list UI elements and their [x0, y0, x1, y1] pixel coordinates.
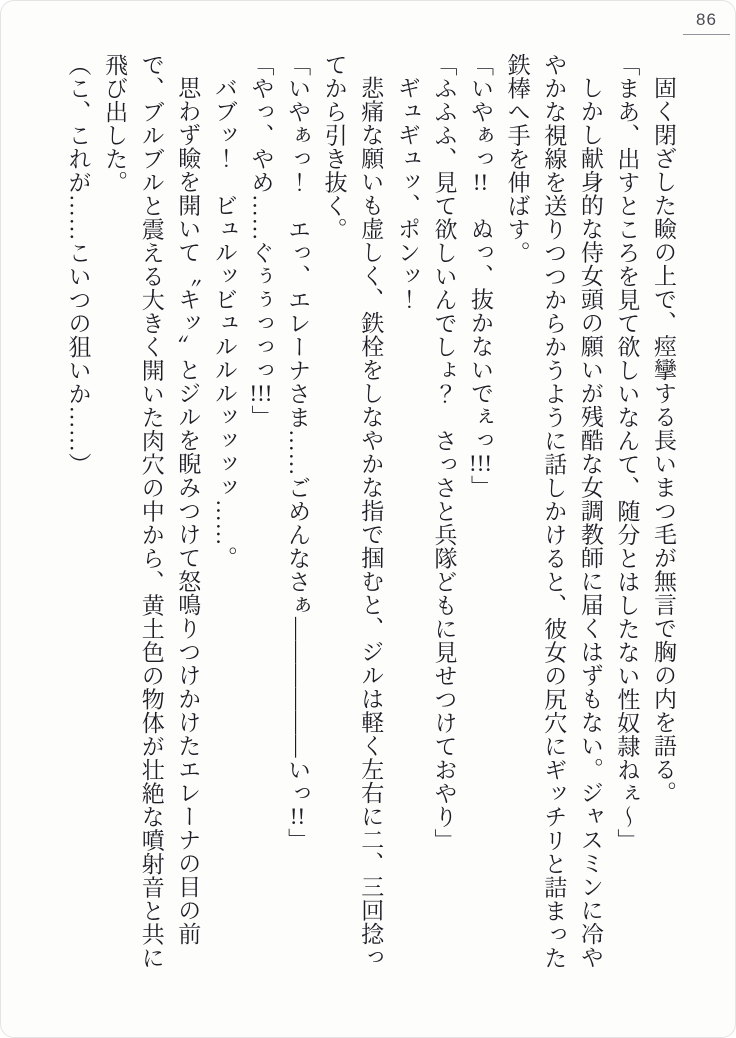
page-number: 86 [683, 10, 730, 35]
exclamation-tcy: !! [289, 805, 306, 828]
text-column-paragraph: 悲痛な願いも虚しく、鉄栓をしなやかな指で掴むと、ジルは軽く左右に二、三回捻ってから引き抜く。 [321, 53, 384, 969]
text-column-paragraph: バブッ！ ビュルッビュルルルッッッッ……。 [211, 76, 237, 570]
text-column-paragraph: 「いやぁっ!! ぬっ、抜かないでぇっ!!!」 [468, 53, 494, 499]
text-column-paragraph: 「まあ、出すところを見て欲しいなんて、随分とはしたない性奴隷ねぇ〜」 [614, 53, 640, 852]
text-block [59, 53, 681, 989]
text-column-paragraph: ギュギュッ、ポンッ！ [394, 76, 420, 311]
text-column-paragraph: 固く閉ざした瞼の上で、痙攣する長いまつ毛が無言で胸の内を語る。 [651, 76, 676, 805]
exclamation-tcy: !!! [249, 382, 273, 405]
exclamation-tcy: !! [472, 170, 489, 194]
text-column-paragraph: しかし献身的な侍女頭の願いが残酷な女調教師に届くはずもない。ジャスミンに冷ややかな視線を送りつつからかうように話しかけると、彼女の尻穴にギッチリと詰まった鉄棒へ手を伸ばす。 [504, 53, 603, 970]
text-column-paragraph: 「いやぁっ！ エっ、エレーナさま……ごめんなさぁ――――――いっ!!」 [285, 53, 311, 852]
text-column-paragraph: 思わず瞼を開いて〝キッ〟とジルを睨みつけて怒鳴りつけかけたエレーナの目の前で、ブルブルと震える大きく開いた肉穴の中から、黄土色の物体が壮絶な噴射音と共に飛び出した。 [102, 53, 201, 970]
text-column-paragraph: （こ、これが……こいつの狙いか……） [65, 53, 91, 476]
text-column-paragraph: 「ふふふ、見て欲しいんでしょ？ さっさと兵隊どもに見せつけておやり」 [431, 53, 457, 852]
text-column-paragraph: 「やっ、やめ……ぐぅぅっっっ!!!」 [248, 53, 274, 429]
exclamation-tcy: !!! [469, 452, 493, 475]
